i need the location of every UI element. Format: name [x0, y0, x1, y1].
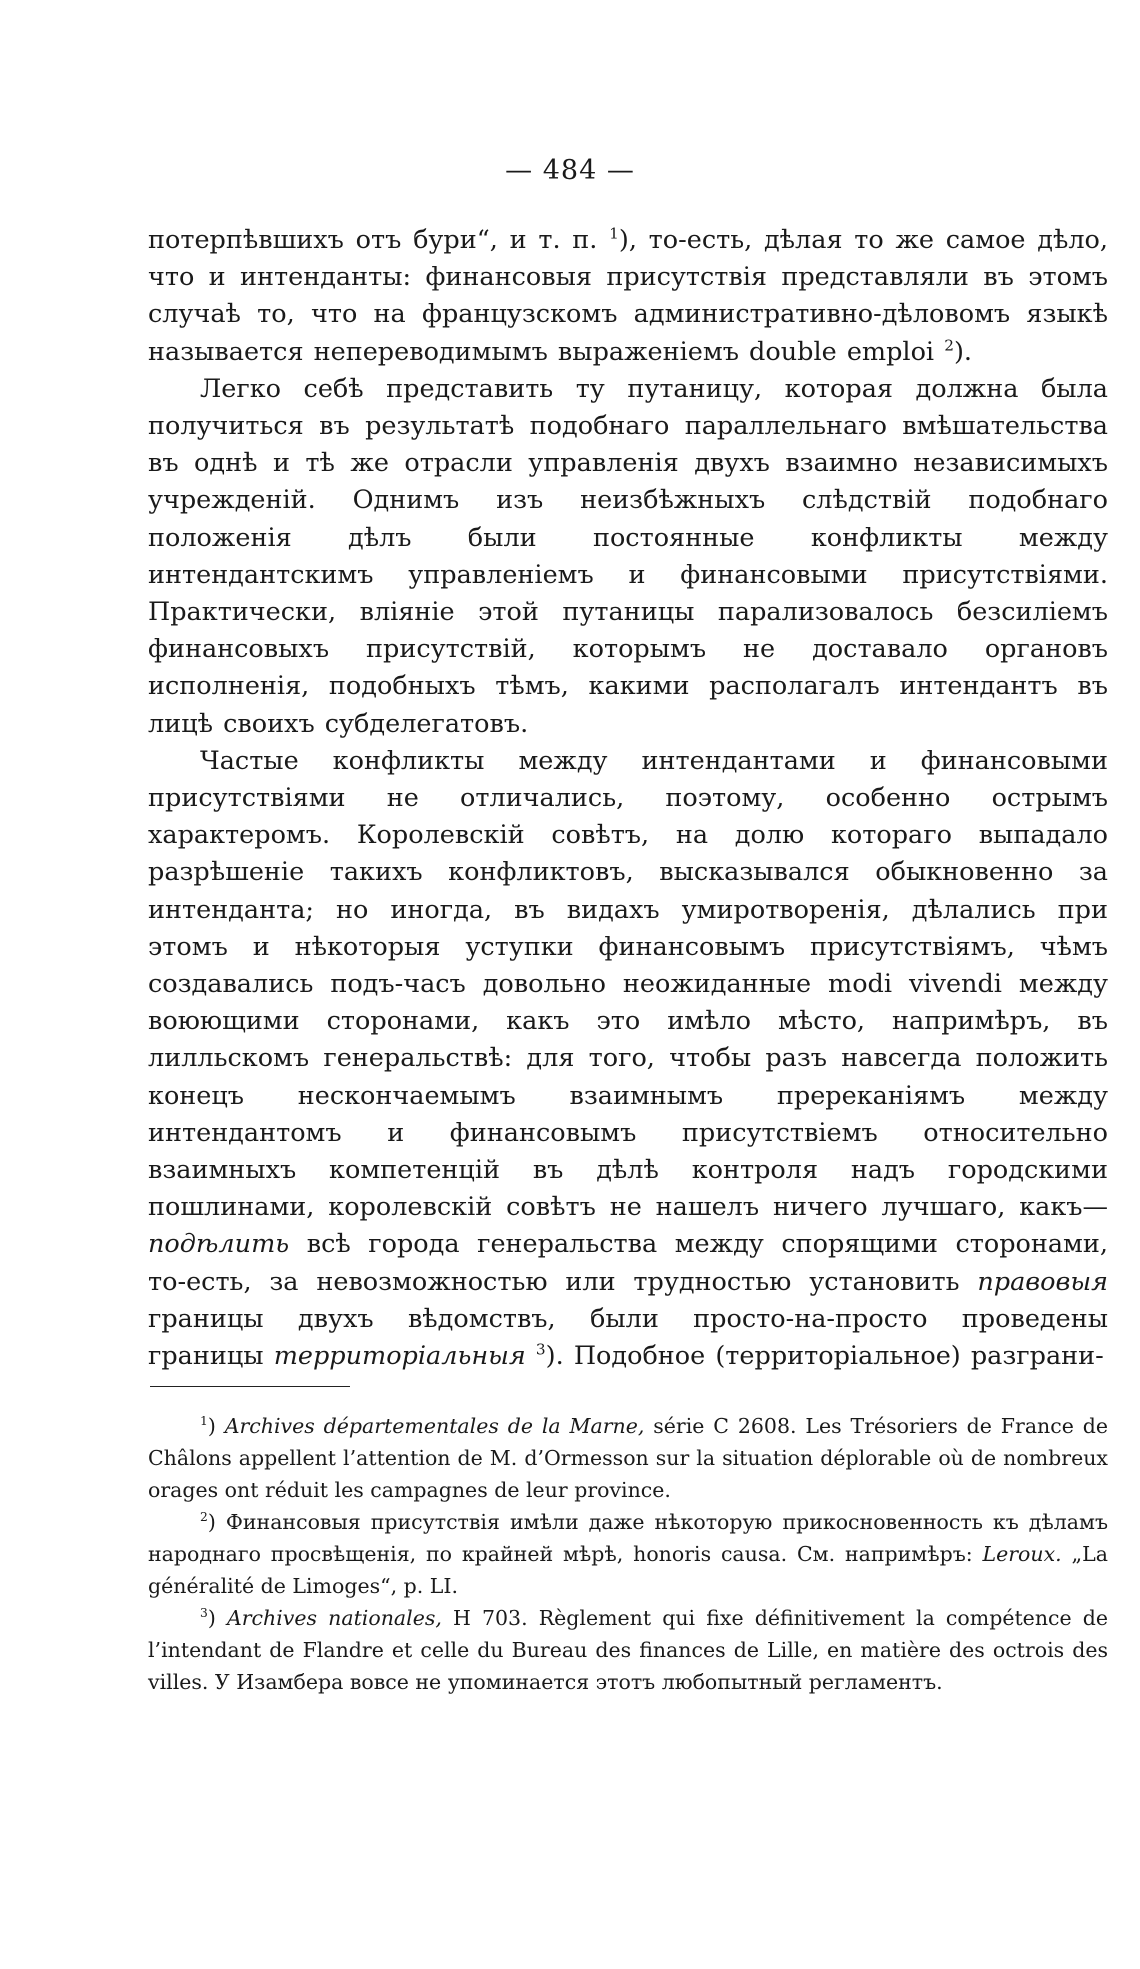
- text-segment: ): [207, 1606, 227, 1630]
- page-number: — 484 —: [505, 155, 635, 186]
- text-segment: Легко себѣ представить ту путаницу, которая должна была получиться въ результатѣ подобнаго параллельнаго вмѣшательства въ однѣ и тѣ же отрасли управленія двухъ взаимно независимыхъ учрежденій. Однимъ изъ неизбѣжныхъ слѣдствій подобнаго положенія дѣлъ были постоянные конфликты между интендантскимъ управленіемъ и финансовыми присутствіями. Практически, вліяніе этой путаницы парализовалось безсиліемъ финансовыхъ присутствій, которымъ не доставало органовъ исполненія, подобныхъ тѣмъ, какими располагалъ интендантъ въ лицѣ своихъ субделегатовъ.: [148, 373, 1108, 739]
- footnote-marker: 2: [200, 1510, 208, 1525]
- main-text: [148, 222, 1108, 1375]
- italic-text: Archives nationales,: [226, 1606, 442, 1630]
- text-segment: H 703. Règlement qui fixe définitivement la compétence de l’intendant de Flandre et celle du Bureau des finances de Lille, en matière des octrois des villes. У Изамбера вовсе не упоминается этотъ любопытный регламентъ.: [148, 1606, 1109, 1694]
- footnote-ref: 3: [535, 1340, 546, 1359]
- italic-text: Leroux.: [982, 1542, 1062, 1566]
- text-segment: Частые конфликты между интендантами и финансовыми присутствіями не отличались, поэтому, особенно острымъ характеромъ. Королевскій совѣтъ, на долю котораго выпадало разрѣшеніе такихъ конфликтовъ, высказывался обыкновенно за интенданта; но иногда, въ видахъ умиротворенія, дѣлались при этомъ и нѣкоторыя уступки финансовымъ присутствіямъ, чѣмъ создавались подъ-часъ довольно неожиданные modi vivendi между воюющими сторонами, какъ это имѣло мѣсто, напримѣръ, въ лилльскомъ генеральствѣ: для того, чтобы разъ навсегда положить конецъ нескончаемымъ взаимнымъ пререканіямъ между интендантомъ и финансовымъ присутствіемъ относительно взаимныхъ компетенцій въ дѣлѣ контроля надъ городскими пошлинами, королевскій совѣтъ не нашелъ ничего лучшаго, какъ—: [148, 745, 1108, 1223]
- paragraph-3: [148, 743, 1108, 1375]
- text-segment: всѣ города генеральства между спорящими сторонами, то-есть, за невозможностью или трудностью установить: [148, 1229, 1108, 1297]
- footnote-marker: 3: [200, 1606, 208, 1621]
- text-segment: [526, 1341, 536, 1371]
- italic-text: Archives départementales de la Marne,: [224, 1414, 645, 1438]
- footnote-marker: 1: [200, 1414, 208, 1429]
- text-segment: ).: [953, 336, 972, 367]
- paragraph-1: [148, 222, 1108, 371]
- footnote-1: [148, 1410, 1108, 1506]
- text-segment: „La généralité de Limoges“, p. LI.: [148, 1542, 1108, 1598]
- text-segment: ): [207, 1414, 225, 1438]
- text-segment: потерпѣвшихъ отъ бури“, и т. п.: [148, 225, 610, 255]
- text-segment: ). Подобное (территоріальное) разграни-: [545, 1341, 1104, 1372]
- text-segment: границы двухъ вѣдомствъ, были просто-на-просто проведены границы: [148, 1303, 1108, 1372]
- footnote-ref: 2: [944, 336, 954, 355]
- paragraph-2: [148, 371, 1108, 743]
- footnote-2: [148, 1506, 1108, 1602]
- italic-text: правовыя: [977, 1266, 1108, 1297]
- footnote-divider: [150, 1386, 350, 1387]
- text-segment: ) Финансовыя присутствія имѣли даже нѣкоторую прикосновенность къ дѣламъ народнаго просвѣщенія, по крайней мѣрѣ, honoris causa. См. напримѣръ:: [148, 1510, 1108, 1566]
- text-segment: série C 2608. Les Trésoriers de France de Châlons appellent l’attention de M. d’Ormesson sur la situation déplorable où de nombreux orages ont réduit les campagnes de leur province.: [148, 1414, 1108, 1502]
- text-segment: ), то-есть, дѣлая то же самое дѣло, что и интенданты: финансовыя присутствія представляли въ этомъ случаѣ то, что на французскомъ административно-дѣловомъ языкѣ называется непереводимымъ выраженіемъ double emploi: [148, 225, 1108, 367]
- italic-text: территоріальныя: [273, 1341, 526, 1372]
- footnote-3: [148, 1602, 1108, 1698]
- footnotes: [148, 1410, 1108, 1698]
- footnote-ref: 1: [609, 224, 619, 243]
- italic-text: подѣлить: [148, 1229, 290, 1260]
